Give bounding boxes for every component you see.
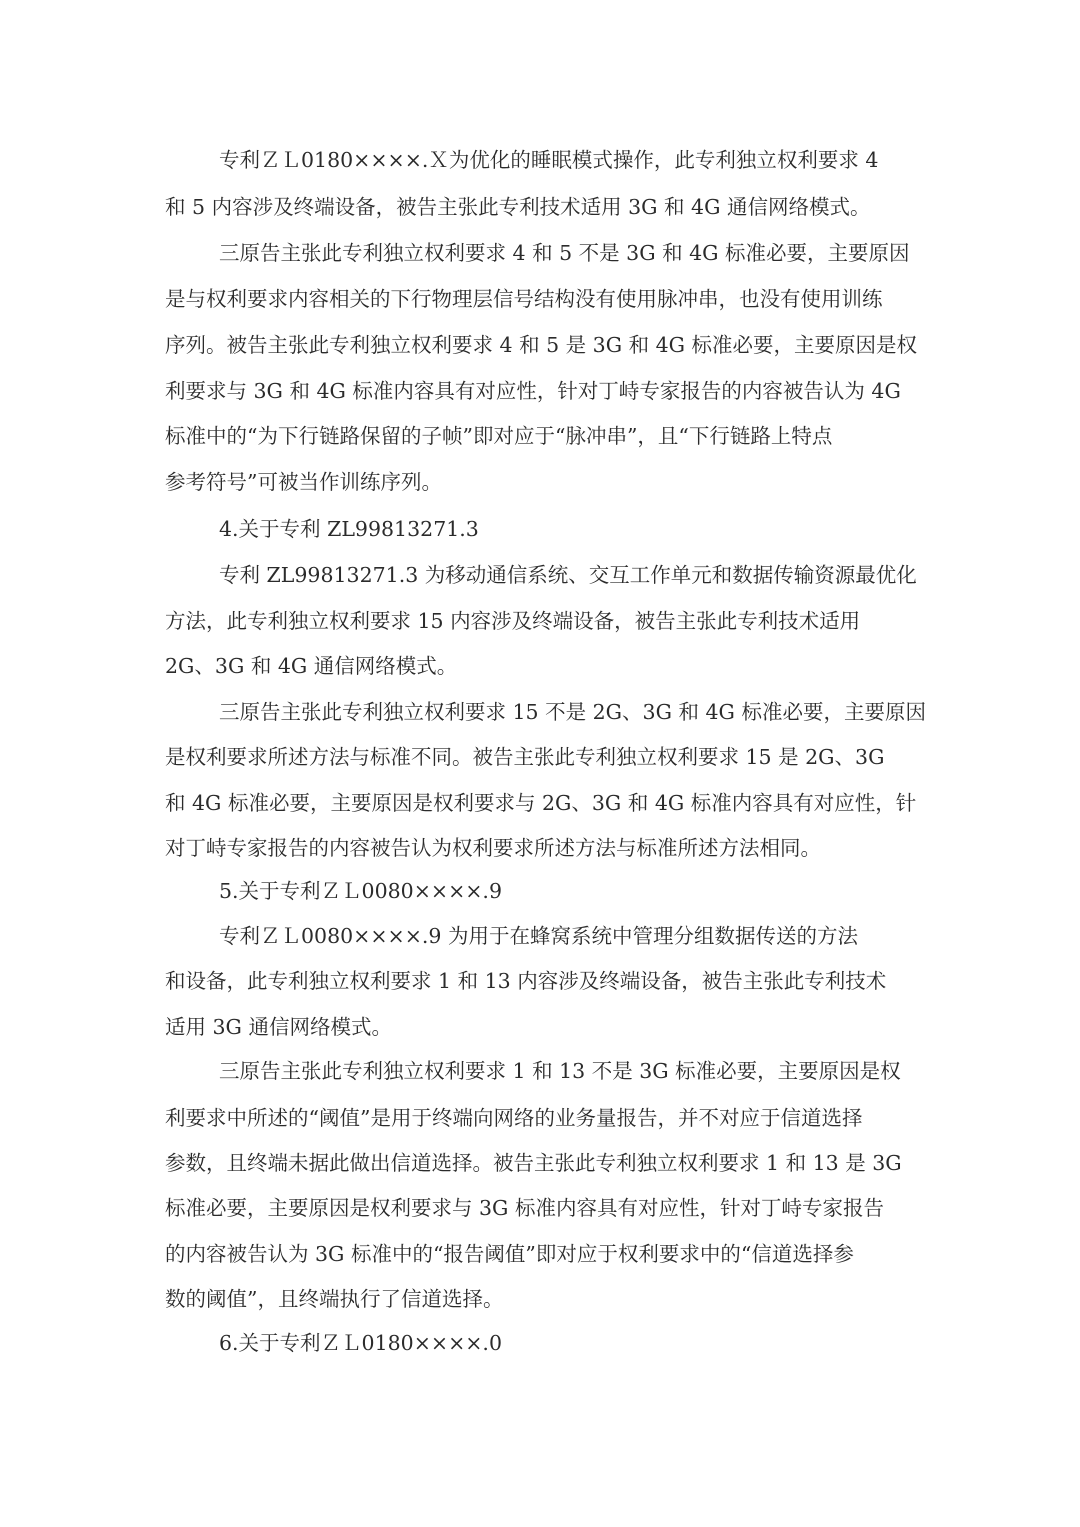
text-line: 参数，且终端未据此做出信道选择。被告主张此专利独立权利要求 1 和 13 是 3G <box>165 1151 902 1175</box>
text-line: 三原告主张此专利独立权利要求 1 和 13 不是 3G 标准必要，主要原因是权 <box>219 1059 901 1083</box>
text-line: 专利ＺＬ0080××××.9 为用于在蜂窝系统中管理分组数据传送的方法 <box>219 924 858 948</box>
text-line: 是与权利要求内容相关的下行物理层信号结构没有使用脉冲串，也没有使用训练 <box>165 287 883 311</box>
section-heading: 6.关于专利ＺＬ0180××××.0 <box>219 1331 502 1355</box>
text-line: 三原告主张此专利独立权利要求 15 不是 2G、3G 和 4G 标准必要，主要原因 <box>219 700 926 724</box>
text-line: 利要求与 3G 和 4G 标准内容具有对应性，针对丁峙专家报告的内容被告认为 4G <box>165 379 901 403</box>
text-line: 专利 ZL99813271.3 为移动通信系统、交互工作单元和数据传输资源最优化 <box>219 563 917 587</box>
section-heading: 5.关于专利ＺＬ0080××××.9 <box>219 879 502 903</box>
text-line: 和设备，此专利独立权利要求 1 和 13 内容涉及终端设备，被告主张此专利技术 <box>165 969 887 993</box>
text-line: 数的阈值”，且终端执行了信道选择。 <box>165 1287 504 1311</box>
text-line: 利要求中所述的“阈值”是用于终端向网络的业务量报告，并不对应于信道选择 <box>165 1106 863 1130</box>
text-line: 对丁峙专家报告的内容被告认为权利要求所述方法与标准所述方法相同。 <box>165 836 821 860</box>
text-line: 专利ＺＬ0180××××.Ｘ为优化的睡眠模式操作，此专利独立权利要求 4 <box>219 148 879 172</box>
text-line: 和 4G 标准必要，主要原因是权利要求与 2G、3G 和 4G 标准内容具有对应性，针 <box>165 791 917 815</box>
text-line: 参考符号”可被当作训练序列。 <box>165 470 442 494</box>
text-line: 序列。被告主张此专利独立权利要求 4 和 5 是 3G 和 4G 标准必要，主要原因是权 <box>165 333 918 357</box>
text-line: 适用 3G 通信网络模式。 <box>165 1015 392 1039</box>
text-line: 标准中的“为下行链路保留的子帧”即对应于“脉冲串”，且“下行链路上特点 <box>165 424 833 448</box>
text-line: 三原告主张此专利独立权利要求 4 和 5 不是 3G 和 4G 标准必要，主要原因 <box>219 241 910 265</box>
text-line: 标准必要，主要原因是权利要求与 3G 标准内容具有对应性，针对丁峙专家报告 <box>165 1196 884 1220</box>
section-heading: 4.关于专利 ZL99813271.3 <box>219 517 479 541</box>
text-line: 和 5 内容涉及终端设备，被告主张此专利技术适用 3G 和 4G 通信网络模式。 <box>165 195 871 219</box>
text-line: 的内容被告认为 3G 标准中的“报告阈值”即对应于权利要求中的“信道选择参 <box>165 1242 854 1266</box>
text-line: 2G、3G 和 4G 通信网络模式。 <box>165 654 458 678</box>
text-line: 方法，此专利独立权利要求 15 内容涉及终端设备，被告主张此专利技术适用 <box>165 609 861 633</box>
text-line: 是权利要求所述方法与标准不同。被告主张此专利独立权利要求 15 是 2G、3G <box>165 745 885 769</box>
